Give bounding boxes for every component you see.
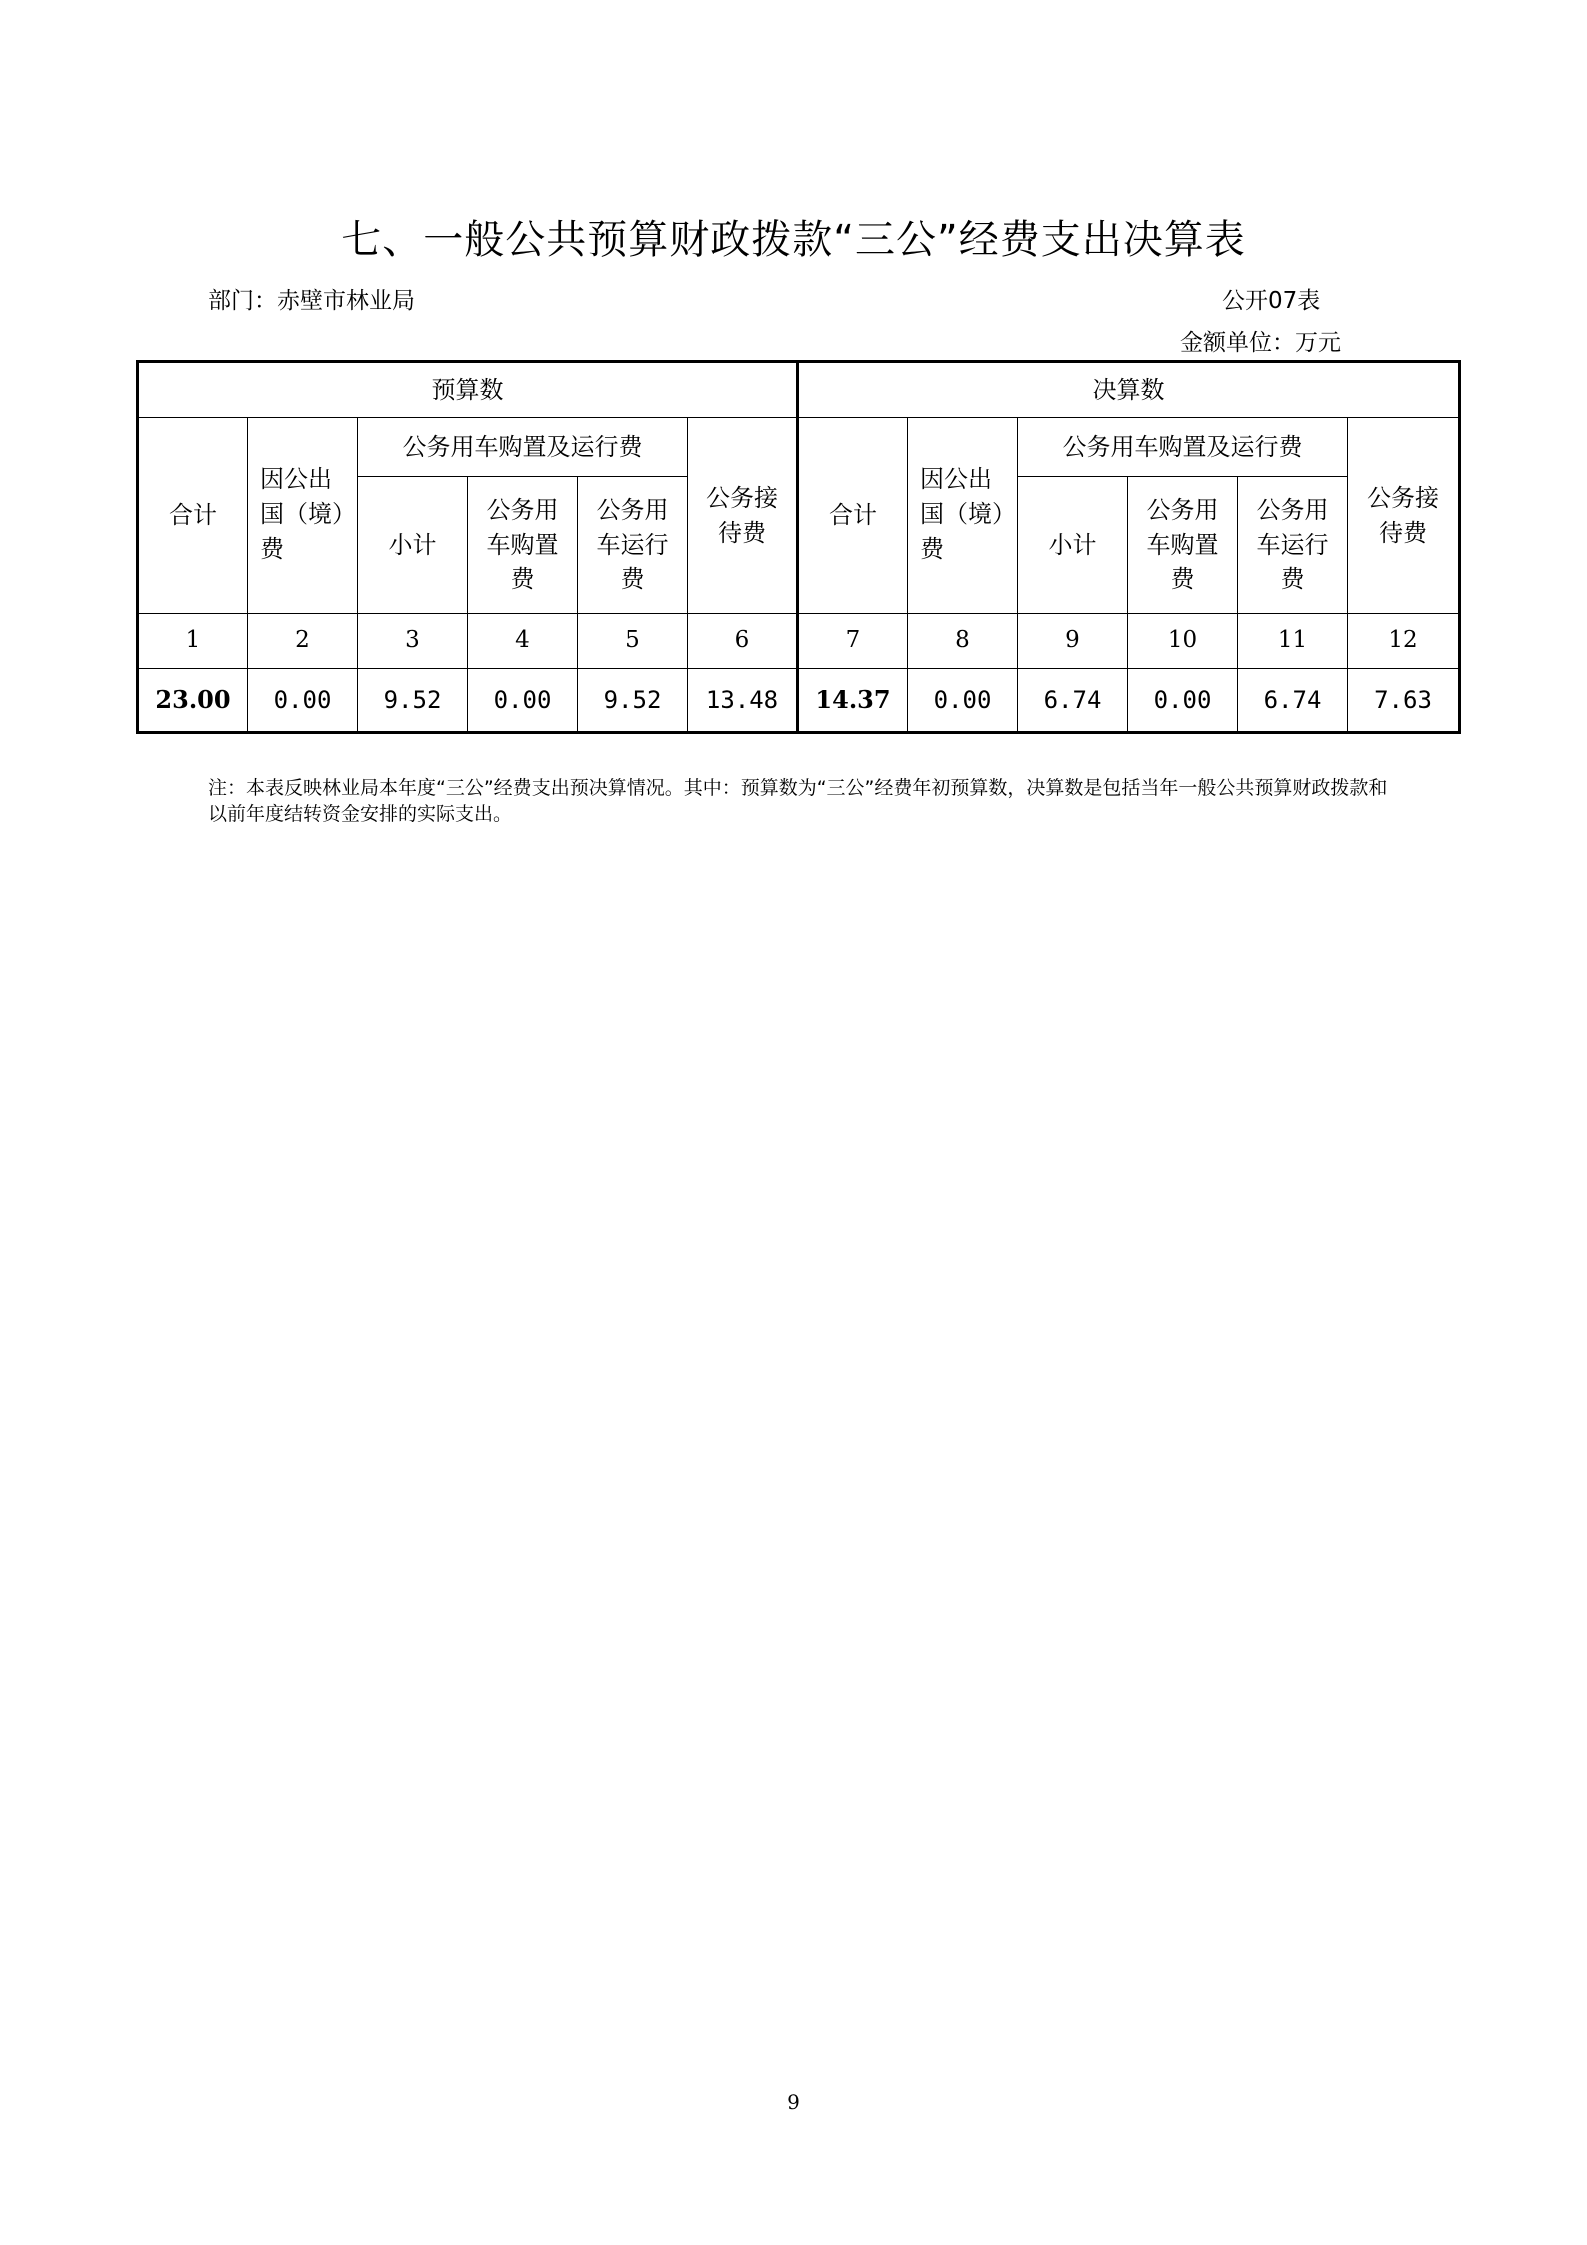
column-index: 3 [358,614,468,669]
form-number: 公开07表 [1222,288,1321,314]
page-title: 七、一般公共预算财政拨款“三公”经费支出决算表 [341,217,1246,263]
budget-total-value: 23.00 [138,669,248,733]
final-section-header: 决算数 [798,362,1460,418]
budget-vehicle-group-header: 公务用车购置及运行费 [358,418,688,477]
final-subtotal-header: 小计 [1018,477,1128,614]
column-index-row [138,614,1460,669]
budget-vehicle-purchase-header: 公务用车购置费 [468,477,578,614]
column-index: 7 [798,614,908,669]
budget-abroad-header: 因公出国（境）费 [248,418,358,614]
final-reception-header: 公务接待费 [1348,418,1460,614]
budget-abroad-value: 0.00 [248,669,358,733]
budget-vehicle-running-value: 9.52 [578,669,688,733]
budget-total-header: 合计 [138,418,248,614]
final-subtotal-value: 6.74 [1018,669,1128,733]
column-index: 6 [688,614,798,669]
final-vehicle-group-header: 公务用车购置及运行费 [1018,418,1348,477]
final-reception-value: 7.63 [1348,669,1460,733]
final-vehicle-purchase-header: 公务用车购置费 [1128,477,1238,614]
final-abroad-value: 0.00 [908,669,1018,733]
budget-subtotal-header: 小计 [358,477,468,614]
table-note: 注：本表反映林业局本年度“三公”经费支出预决算情况。其中：预算数为“三公”经费年初预算数，决算数是包括当年一般公共预算财政拨款和以前年度结转资金安排的实际支出。 [208,777,1388,825]
department-label: 部门：赤壁市林业局 [208,288,415,314]
page-number: 9 [787,2090,800,2114]
column-index: 9 [1018,614,1128,669]
final-vehicle-running-value: 6.74 [1238,669,1348,733]
column-index: 12 [1348,614,1460,669]
column-index: 10 [1128,614,1238,669]
budget-reception-header: 公务接待费 [688,418,798,614]
column-index: 8 [908,614,1018,669]
final-vehicle-purchase-value: 0.00 [1128,669,1238,733]
column-index: 2 [248,614,358,669]
final-abroad-header: 因公出国（境）费 [908,418,1018,614]
budget-reception-value: 13.48 [688,669,798,733]
unit-label: 金额单位：万元 [1180,330,1341,356]
final-total-value: 14.37 [798,669,908,733]
final-total-header: 合计 [798,418,908,614]
column-index: 4 [468,614,578,669]
budget-vehicle-purchase-value: 0.00 [468,669,578,733]
final-vehicle-running-header: 公务用车运行费 [1238,477,1348,614]
column-index: 5 [578,614,688,669]
three-public-expense-table [136,360,1461,734]
budget-subtotal-value: 9.52 [358,669,468,733]
budget-vehicle-running-header: 公务用车运行费 [578,477,688,614]
budget-section-header: 预算数 [138,362,798,418]
column-index: 11 [1238,614,1348,669]
column-index: 1 [138,614,248,669]
value-row [138,669,1460,733]
